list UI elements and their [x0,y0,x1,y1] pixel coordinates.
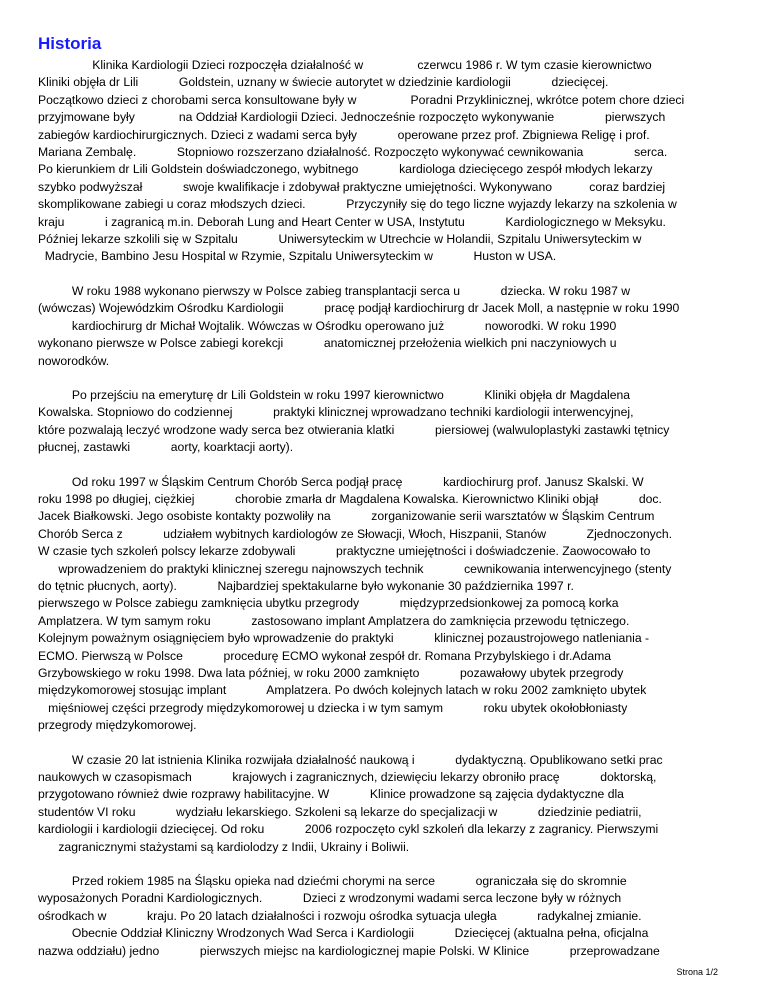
paragraph-history-beginnings: Klinika Kardiologii Dzieci rozpoczęła działalność w czerwcu 1986 r. W tym czasie kierownictwo Kliniki objęła dr Lili Goldstein, uznany w świecie autorytet w dziedzinie kardiologii dziecięcej. Początkowo dzieci z chorobami serca konsultowane były w Poradni Przyklinicznej, wkrótce potem chore dzieci przyjmowane były na Oddział Kardiologii Dzieci. Jednocześnie rozpoczęto wykonywanie pierwszych zabiegów kardiochirurgicznych. Dzieci z wadami serca były operowane przez prof. Zbigniewa Religę i prof. Mariana Zembalę. Stopniowo rozszerzano działalność. Rozpoczęto wykonywać cewnikowania serca. Po kierunkiem dr Lili Goldstein doświadczonego, wybitnego kardiologa dziecięcego zespół młodych lekarzy szybko podwyższał swoje kwalifikacje i zdobywał praktyczne umiejętności. Wykonywano coraz bardziej skomplikowane zabiegi u coraz młodszych dzieci. Przyczyniły się do tego liczne wyjazdy lekarzy na szkolenia w kraju i zagranicą m.in. Deborah Lung and Heart Center w USA, Instytutu Kardiologicznego w Meksyku. Później lekarze szkolili się w Szpitalu Uniwersyteckim w Utrechcie w Holandii, Szpitalu Uniwersyteckim w Madrycie, Bambino Jesu Hospital w Rzymie, Szpitalu Uniwersyteckim w Huston w USA. [38,58,685,264]
page-number: Strona 1/2 [676,967,718,977]
paragraph-interventional-cardiology: Po przejściu na emeryturę dr Lili Goldstein w roku 1997 kierownictwo Kliniki objęła dr Magdalena Kowalska. Stopniowo do codziennej praktyki klinicznej wprowadzano techniki kardiologii interwencyjnej, które pozwalają leczyć wrodzone wady serca bez otwierania klatki piersiowej (walwuloplastyki zastawki tętnicy płucnej, zastawki aorty, koarktacji aorty). [38,387,670,455]
page-title: Historia [38,34,102,53]
paragraph-transplantation: W roku 1988 wykonano pierwszy w Polsce zabieg transplantacji serca u dziecka. W roku 1987 w (wówczas) Wojewódzkim Ośrodku Kardiologii pracę podjął kardiochirurg dr Jacek Moll, a następnie w roku 1990 kardiochirurg dr Michał Wojtalik. Wówczas w Ośrodku operowano już noworodki. W roku 1990 wykonano pierwsze w Polsce zabiegi korekcji anatomicznej przełożenia wielkich pni naczyniowych u noworodków. [38,283,680,368]
paragraph-science-education: W czasie 20 lat istnienia Klinika rozwijała działalność naukową i dydaktyczną. Opublikowano setki prac naukowych w czasopismach krajowych i zagranicznych, dziewięciu lekarzy obroniło pracę doktorską, przygotowano również dwie rozprawy habilitacyjne. W Klinice prowadzone są zajęcia dydaktyczne dla studentów VI roku wydziału lekarskiego. Szkoleni są lekarze do specjalizacji w dziedzinie pediatrii, kardiologii i kardiologii dziecięcej. Od roku 2006 rozpoczęto cykl szkoleń dla lekarzy z zagranicy. Pierwszymi zagranicznymi stażystami są kardiolodzy z Indii, Ukrainy i Boliwii. [38,752,663,854]
document-page [38,34,734,977]
paragraph-current-status: Przed rokiem 1985 na Śląsku opieka nad dziećmi chorymi na serce ograniczała się do skromnie wyposażonych Poradni Kardiologicznych. Dzieci z wrodzonymi wadami serca leczone były w różnych ośrodkach w kraju. Po 20 latach działalności i rozwoju ośrodka sytuacja uległa radykalnej zmianie. Obecnie Oddział Kliniczny Wrodzonych Wad Serca i Kardiologii Dziecięcej (aktualna pełna, oficjalna nazwa oddziału) jedno pierwszych miejsc na kardiologicznej mapie Polski. W Klinice przeprowadzane [38,874,660,958]
paragraph-amplatzer-ecmo: Od roku 1997 w Śląskim Centrum Chorób Serca podjął pracę kardiochirurg prof. Janusz Skalski. W roku 1998 po długiej, ciężkiej chorobie zmarła dr Magdalena Kowalska. Kierownictwo Kliniki objął doc. Jacek Białkowski. Jego osobiste kontakty pozwoliły na zorganizowanie serii warsztatów w Śląskim Centrum Chorób Serca z udziałem wybitnych kardiologów ze Słowacji, Włoch, Hiszpanii, Stanów Zjednoczonych. W czasie tych szkoleń polscy lekarze zdobywali praktyczne umiejętności i doświadczenie. Zaowocowało to wprowadzeniem do praktyki klinicznej szeregu najnowszych technik cewnikowania interwencyjnego (stenty do tętnic płucnych, aorty). Najbardziej spektakularne było wykonanie 30 października 1997 r. pierwszego w Polsce zabiegu zamknięcia ubytku przegrody międzyprzedsionkowej za pomocą korka Amplatzera. W tym samym roku zastosowano implant Amplatzera do zamknięcia przewodu tętniczego. Kolejnym poważnym osiągnięciem było wprowadzenie do praktyki klinicznej pozaustrojowego natleniania - ECMO. Pierwszą w Polsce procedurę ECMO wykonał zespół dr. Romana Przybylskiego i dr.Adama Grzybowskiego w roku 1998. Dwa lata później, w roku 2000 zamknięto pozawałowy ubytek przegrody międzykomorowej stosując implant Amplatzera. Po dwóch kolejnych latach w roku 2002 zamknięto ubytek mięśniowej części przegrody międzykomorowej u dziecka i w tym samym roku ubytek okołobłoniasty przegrody międzykomorowej. [38,474,673,733]
